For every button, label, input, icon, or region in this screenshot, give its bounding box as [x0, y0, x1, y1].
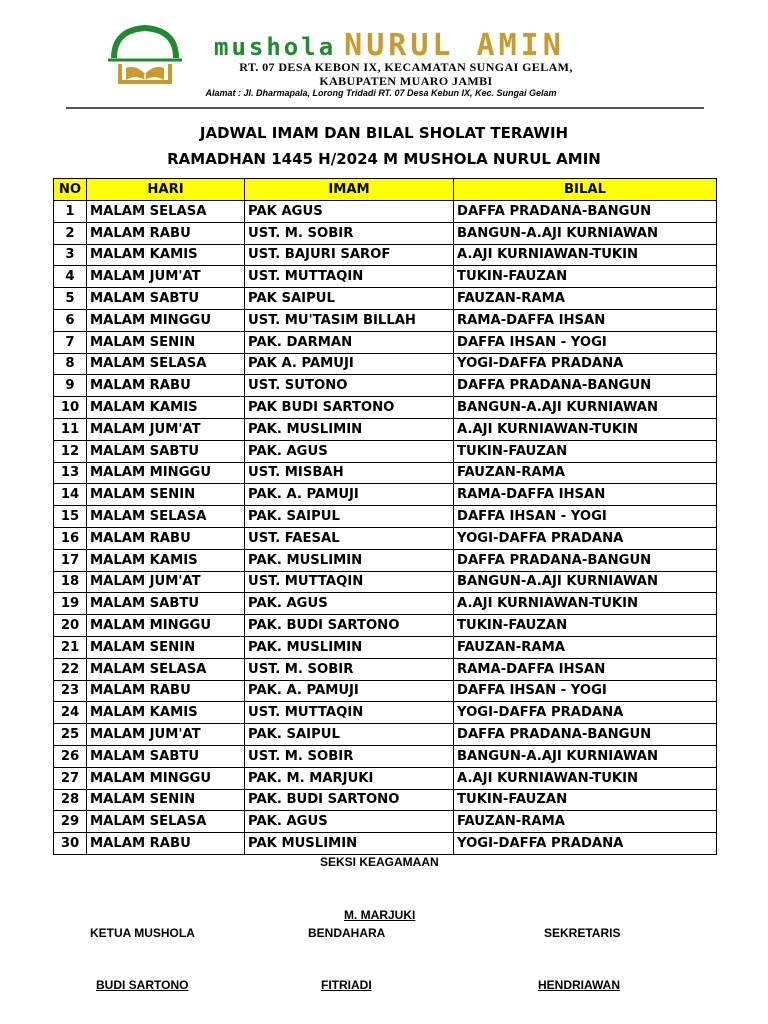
table-row — [54, 636, 717, 658]
row-bilal: A.AJI KURNIAWAN-TUKIN — [454, 593, 717, 615]
row-bilal: BANGUN-A.AJI KURNIAWAN — [454, 571, 717, 593]
row-bilal: TUKIN-FAUZAN — [454, 266, 717, 288]
org-name-part1: mushola — [214, 33, 337, 61]
row-bilal: RAMA-DAFFA IHSAN — [454, 484, 717, 506]
table-row — [54, 288, 717, 310]
ketua-name: BUDI SARTONO — [96, 978, 189, 992]
table-row — [54, 484, 717, 506]
row-hari: MALAM JUM'AT — [87, 418, 245, 440]
row-hari: MALAM JUM'AT — [87, 724, 245, 746]
row-imam: UST. BAJURI SAROF — [245, 244, 454, 266]
bendahara-title: BENDAHARA — [308, 926, 386, 940]
row-hari: MALAM JUM'AT — [87, 571, 245, 593]
row-bilal: DAFFA IHSAN - YOGI — [454, 506, 717, 528]
row-imam: PAK. AGUS — [245, 811, 454, 833]
row-imam: UST. MU'TASIM BILLAH — [245, 309, 454, 331]
row-imam: UST. MUTTAQIN — [245, 266, 454, 288]
schedule-table — [53, 178, 717, 855]
row-hari: MALAM SENIN — [87, 484, 245, 506]
row-hari: MALAM SENIN — [87, 789, 245, 811]
sekretaris-name: HENDRIAWAN — [538, 978, 621, 992]
table-row — [54, 397, 717, 419]
row-hari: MALAM SABTU — [87, 745, 245, 767]
row-bilal: TUKIN-FAUZAN — [454, 440, 717, 462]
row-hari: MALAM RABU — [87, 527, 245, 549]
row-bilal: DAFFA PRADANA-BANGUN — [454, 549, 717, 571]
row-imam: PAK. SAIPUL — [245, 506, 454, 528]
row-bilal: RAMA-DAFFA IHSAN — [454, 309, 717, 331]
row-no: 16 — [54, 527, 87, 549]
row-no: 20 — [54, 615, 87, 637]
row-bilal: YOGI-DAFFA PRADANA — [454, 833, 717, 855]
row-no: 12 — [54, 440, 87, 462]
row-bilal: TUKIN-FAUZAN — [454, 615, 717, 637]
row-bilal: DAFFA IHSAN - YOGI — [454, 680, 717, 702]
row-hari: MALAM JUM'AT — [87, 266, 245, 288]
row-bilal: TUKIN-FAUZAN — [454, 789, 717, 811]
row-hari: MALAM RABU — [87, 833, 245, 855]
row-imam: PAK. SAIPUL — [245, 724, 454, 746]
row-no: 3 — [54, 244, 87, 266]
seksi-name: M. MARJUKI — [344, 908, 416, 922]
row-no: 24 — [54, 702, 87, 724]
table-row — [54, 418, 717, 440]
row-hari: MALAM RABU — [87, 680, 245, 702]
row-no: 21 — [54, 636, 87, 658]
header-bilal: BILAL — [454, 179, 717, 201]
table-row — [54, 353, 717, 375]
row-no: 7 — [54, 331, 87, 353]
address-line-1: RT. 07 DESA KEBON IX, KECAMATAN SUNGAI GELAM, — [239, 60, 573, 74]
row-imam: UST. SUTONO — [245, 375, 454, 397]
table-body — [54, 201, 717, 855]
table-row — [54, 222, 717, 244]
row-hari: MALAM KAMIS — [87, 549, 245, 571]
row-hari: MALAM KAMIS — [87, 702, 245, 724]
row-imam: PAK. AGUS — [245, 593, 454, 615]
table-row — [54, 549, 717, 571]
row-hari: MALAM RABU — [87, 222, 245, 244]
row-hari: MALAM MINGGU — [87, 767, 245, 789]
row-imam: PAK. MUSLIMIN — [245, 549, 454, 571]
row-no: 5 — [54, 288, 87, 310]
table-row — [54, 309, 717, 331]
alamat-line: Alamat : Jl. Dharmapala, Lorong Tridadi RT. 07 Desa Kebun IX, Kec. Sungai Gelam — [205, 88, 557, 98]
mosque-logo-icon — [106, 24, 184, 84]
row-no: 11 — [54, 418, 87, 440]
table-row — [54, 462, 717, 484]
row-bilal: DAFFA PRADANA-BANGUN — [454, 201, 717, 223]
row-no: 15 — [54, 506, 87, 528]
row-imam: UST. MUTTAQIN — [245, 702, 454, 724]
header-no: NO — [54, 179, 87, 201]
row-bilal: YOGI-DAFFA PRADANA — [454, 702, 717, 724]
row-no: 23 — [54, 680, 87, 702]
row-imam: UST. M. SOBIR — [245, 745, 454, 767]
row-imam: PAK. BUDI SARTONO — [245, 615, 454, 637]
row-imam: PAK. DARMAN — [245, 331, 454, 353]
row-bilal: A.AJI KURNIAWAN-TUKIN — [454, 767, 717, 789]
header-divider — [66, 107, 704, 109]
page-subtitle: RAMADHAN 1445 H/2024 M MUSHOLA NURUL AMIN — [167, 150, 601, 168]
table-row — [54, 440, 717, 462]
table-row — [54, 767, 717, 789]
row-no: 30 — [54, 833, 87, 855]
table-row — [54, 331, 717, 353]
table-row — [54, 658, 717, 680]
row-hari: MALAM SELASA — [87, 658, 245, 680]
seksi-label: SEKSI KEAGAMAAN — [320, 855, 439, 869]
header-hari: HARI — [87, 179, 245, 201]
row-bilal: DAFFA PRADANA-BANGUN — [454, 724, 717, 746]
row-hari: MALAM KAMIS — [87, 397, 245, 419]
address-line-2: KABUPATEN MUARO JAMBI — [319, 74, 493, 88]
row-imam: UST. MUTTAQIN — [245, 571, 454, 593]
row-no: 13 — [54, 462, 87, 484]
row-bilal: A.AJI KURNIAWAN-TUKIN — [454, 418, 717, 440]
page-title: JADWAL IMAM DAN BILAL SHOLAT TERAWIH — [199, 124, 569, 142]
row-hari: MALAM SABTU — [87, 288, 245, 310]
table-row — [54, 702, 717, 724]
row-imam: PAK. AGUS — [245, 440, 454, 462]
row-hari: MALAM MINGGU — [87, 462, 245, 484]
row-imam: PAK. MUSLIMIN — [245, 418, 454, 440]
row-no: 4 — [54, 266, 87, 288]
row-bilal: RAMA-DAFFA IHSAN — [454, 658, 717, 680]
ketua-title: KETUA MUSHOLA — [90, 926, 195, 940]
row-imam: PAK. MUSLIMIN — [245, 636, 454, 658]
row-no: 27 — [54, 767, 87, 789]
table-row — [54, 266, 717, 288]
row-hari: MALAM KAMIS — [87, 244, 245, 266]
row-bilal: FAUZAN-RAMA — [454, 288, 717, 310]
table-row — [54, 244, 717, 266]
row-no: 25 — [54, 724, 87, 746]
row-no: 10 — [54, 397, 87, 419]
row-hari: MALAM SENIN — [87, 636, 245, 658]
org-name — [214, 28, 565, 63]
row-bilal: BANGUN-A.AJI KURNIAWAN — [454, 745, 717, 767]
row-no: 22 — [54, 658, 87, 680]
table-row — [54, 833, 717, 855]
row-no: 2 — [54, 222, 87, 244]
header-imam: IMAM — [245, 179, 454, 201]
row-no: 28 — [54, 789, 87, 811]
row-no: 1 — [54, 201, 87, 223]
row-hari: MALAM SELASA — [87, 201, 245, 223]
row-imam: PAK. A. PAMUJI — [245, 484, 454, 506]
row-bilal: DAFFA PRADANA-BANGUN — [454, 375, 717, 397]
row-imam: UST. M. SOBIR — [245, 222, 454, 244]
table-row — [54, 506, 717, 528]
bendahara-name: FITRIADI — [321, 978, 372, 992]
row-imam: PAK. A. PAMUJI — [245, 680, 454, 702]
letterhead — [66, 22, 704, 108]
row-imam: PAK MUSLIMIN — [245, 833, 454, 855]
row-hari: MALAM MINGGU — [87, 309, 245, 331]
row-hari: MALAM RABU — [87, 375, 245, 397]
row-no: 18 — [54, 571, 87, 593]
row-bilal: FAUZAN-RAMA — [454, 811, 717, 833]
row-no: 17 — [54, 549, 87, 571]
row-no: 29 — [54, 811, 87, 833]
row-imam: PAK A. PAMUJI — [245, 353, 454, 375]
table-row — [54, 811, 717, 833]
row-no: 19 — [54, 593, 87, 615]
row-hari: MALAM SELASA — [87, 506, 245, 528]
row-bilal: BANGUN-A.AJI KURNIAWAN — [454, 397, 717, 419]
sekretaris-title: SEKRETARIS — [544, 926, 621, 940]
table-row — [54, 680, 717, 702]
row-bilal: FAUZAN-RAMA — [454, 462, 717, 484]
row-hari: MALAM MINGGU — [87, 615, 245, 637]
table-row — [54, 571, 717, 593]
table-row — [54, 593, 717, 615]
row-bilal: YOGI-DAFFA PRADANA — [454, 527, 717, 549]
row-imam: UST. MISBAH — [245, 462, 454, 484]
row-imam: PAK. M. MARJUKI — [245, 767, 454, 789]
row-bilal: BANGUN-A.AJI KURNIAWAN — [454, 222, 717, 244]
row-no: 8 — [54, 353, 87, 375]
row-no: 9 — [54, 375, 87, 397]
row-no: 26 — [54, 745, 87, 767]
table-row — [54, 201, 717, 223]
row-bilal: YOGI-DAFFA PRADANA — [454, 353, 717, 375]
row-bilal: A.AJI KURNIAWAN-TUKIN — [454, 244, 717, 266]
table-row — [54, 745, 717, 767]
table-header-row — [54, 179, 717, 201]
row-no: 14 — [54, 484, 87, 506]
row-hari: MALAM SELASA — [87, 353, 245, 375]
table-row — [54, 615, 717, 637]
table-row — [54, 375, 717, 397]
row-imam: PAK BUDI SARTONO — [245, 397, 454, 419]
row-imam: PAK. BUDI SARTONO — [245, 789, 454, 811]
row-imam: UST. M. SOBIR — [245, 658, 454, 680]
row-no: 6 — [54, 309, 87, 331]
row-hari: MALAM SENIN — [87, 331, 245, 353]
table-row — [54, 789, 717, 811]
row-hari: MALAM SABTU — [87, 440, 245, 462]
row-hari: MALAM SABTU — [87, 593, 245, 615]
row-hari: MALAM SELASA — [87, 811, 245, 833]
org-name-part2: NURUL AMIN — [344, 28, 565, 63]
table-row — [54, 724, 717, 746]
row-bilal: FAUZAN-RAMA — [454, 636, 717, 658]
row-imam: UST. FAESAL — [245, 527, 454, 549]
row-bilal: DAFFA IHSAN - YOGI — [454, 331, 717, 353]
row-imam: PAK SAIPUL — [245, 288, 454, 310]
row-imam: PAK AGUS — [245, 201, 454, 223]
table-row — [54, 527, 717, 549]
